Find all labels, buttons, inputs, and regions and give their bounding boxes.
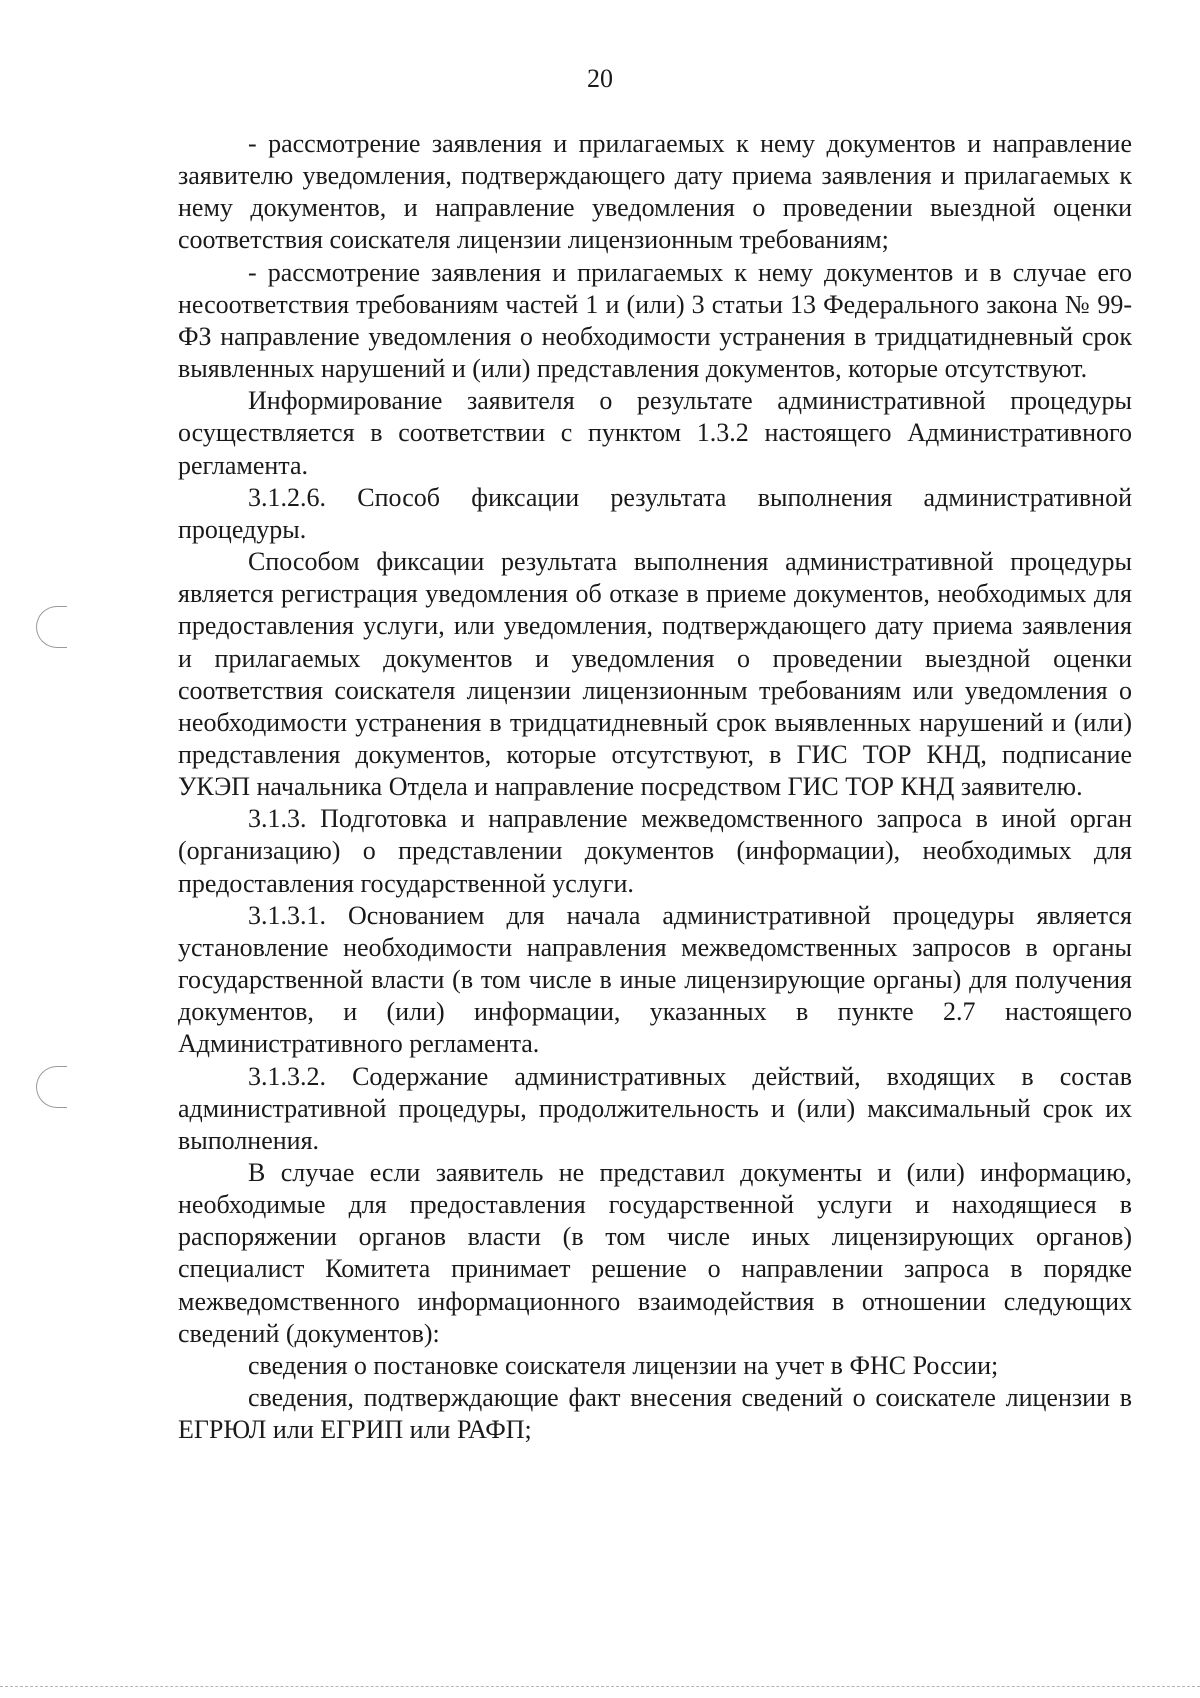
document-body bbox=[178, 128, 1132, 1446]
paragraph: 3.1.3. Подготовка и направление межведомственного запроса в иной орган (организацию) о представлении документов (информации), необходимых для предоставления государственной услуги. bbox=[178, 804, 1132, 898]
paragraph: Способом фиксации результата выполнения административной процедуры является регистрация уведомления об отказе в приеме документов, необходимых для предоставления услуги, или уведомления, подтверждающего дату приема заявления и прилагаемых документов и уведомления о проведении выездной оценки соответствия соискателя лицензии лицензионным требованиям или уведомления о необходимости устранения в тридцатидневный срок выявленных нарушений и (или) представления документов, которые отсутствуют, в ГИС ТОР КНД, подписание УКЭП начальника Отдела и направление посредством ГИС ТОР КНД заявителю. bbox=[178, 547, 1132, 802]
scan-edge-line bbox=[0, 1686, 1200, 1687]
paragraph: 3.1.3.2. Содержание административных действий, входящих в состав административной процедуры, продолжительность и (или) максимальный срок их выполнения. bbox=[178, 1061, 1132, 1155]
paragraph: - рассмотрение заявления и прилагаемых к нему документов и направление заявителю уведомления, подтверждающего дату приема заявления и прилагаемых к нему документов, и направление уведомления о проведении выездной оценки соответствия соискателя лицензии лицензионным требованиям; bbox=[178, 129, 1132, 255]
paragraph: - рассмотрение заявления и прилагаемых к нему документов и в случае его несоответствия требованиям частей 1 и (или) 3 статьи 13 Федерального закона № 99-ФЗ направление уведомления о необходимости устранения в тридцатидневный срок выявленных нарушений и (или) представления документов, которые отсутствуют. bbox=[178, 257, 1132, 384]
paragraph: сведения, подтверждающие факт внесения сведений о соискателе лицензии в ЕГРЮЛ или ЕГРИП или РАФП; bbox=[178, 1383, 1132, 1445]
page-number: 20 bbox=[587, 64, 613, 93]
punch-hole-mark bbox=[36, 606, 67, 648]
paragraph: сведения о постановке соискателя лицензии на учет в ФНС России; bbox=[248, 1350, 999, 1380]
paragraph: Информирование заявителя о результате административной процедуры осуществляется в соответствии с пунктом 1.3.2 настоящего Административного регламента. bbox=[178, 386, 1132, 480]
paragraph: 3.1.2.6. Способ фиксации результата выполнения административной процедуры. bbox=[178, 482, 1132, 544]
paragraph: В случае если заявитель не представил документы и (или) информацию, необходимые для предоставления государственной услуги и находящиеся в распоряжении органов власти (в том числе иных лицензирующих органов) специалист Комитета принимает решение о направлении запроса в порядке межведомственного информационного взаимодействия в отношении следующих сведений (документов): bbox=[178, 1158, 1132, 1348]
paragraph: 3.1.3.1. Основанием для начала административной процедуры является установление необходимости направления межведомственных запросов в органы государственной власти (в том числе в иные лицензирующие органы) для получения документов, и (или) информации, указанных в пункте 2.7 настоящего Административного регламента. bbox=[178, 900, 1132, 1059]
punch-hole-mark bbox=[36, 1066, 67, 1108]
